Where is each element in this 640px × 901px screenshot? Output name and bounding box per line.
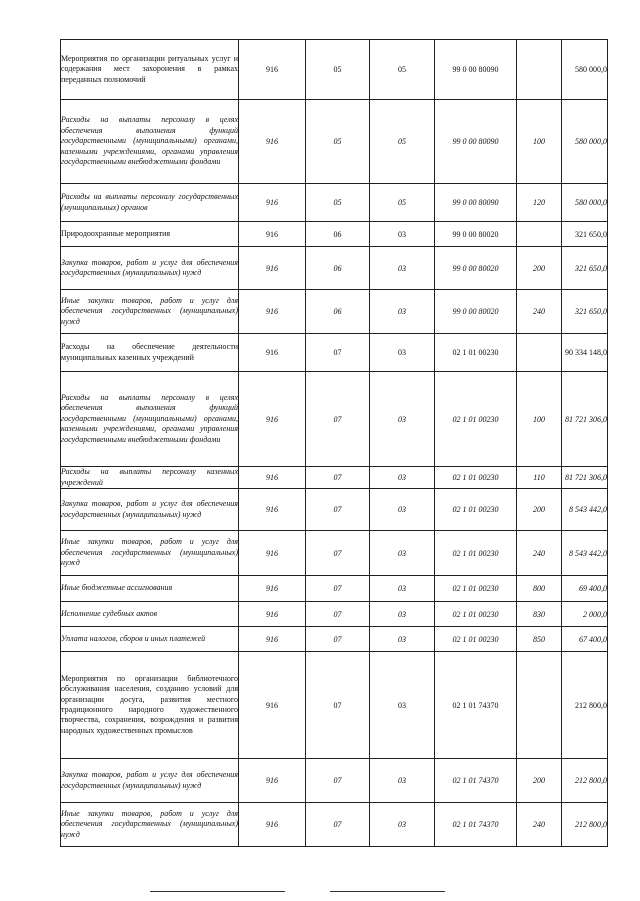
expense-name-cell: Расходы на выплаты персоналу государственных (муниципальных) органов [61,184,239,222]
section-code-cell: 07 [306,627,370,652]
expense-name-cell: Расходы на выплаты персоналу в целях обеспечения выполнения функций государственными (муниципальными) органами, казенными учреждениями, органами управления государственными внебюджетными фондами [61,100,239,184]
expense-name-cell: Мероприятия по организации ритуальных услуг и содержания мест захоронения в рамках переданных полномочий [61,40,239,100]
section-code-cell: 07 [306,576,370,602]
expense-name-cell: Иные бюджетные ассигнования [61,576,239,602]
target-article-cell: 02 1 01 74370 [435,652,517,759]
amount-cell: 69 400,0 [562,576,608,602]
expense-name-cell: Иные закупки товаров, работ и услуг для обеспечения государственных (муниципальных) нужд [61,290,239,334]
expense-type-cell: 200 [517,489,562,531]
expense-type-cell [517,222,562,247]
grbs-code-cell: 916 [239,803,306,847]
target-article-cell: 02 1 01 00230 [435,602,517,627]
amount-cell: 212 800,0 [562,803,608,847]
target-article-cell: 99 0 00 80020 [435,222,517,247]
expense-type-cell: 850 [517,627,562,652]
grbs-code-cell: 916 [239,489,306,531]
table-row [61,627,608,652]
grbs-code-cell: 916 [239,576,306,602]
grbs-code-cell: 916 [239,652,306,759]
target-article-cell: 99 0 00 80020 [435,247,517,290]
footer-rule-left [150,891,285,892]
expense-name-cell: Иные закупки товаров, работ и услуг для обеспечения государственных (муниципальных) нужд [61,531,239,576]
section-code-cell: 07 [306,334,370,372]
table-row [61,184,608,222]
expense-name-cell: Расходы на обеспечение деятельности муниципальных казенных учреждений [61,334,239,372]
grbs-code-cell: 916 [239,334,306,372]
target-article-cell: 02 1 01 00230 [435,467,517,489]
expense-name-cell: Иные закупки товаров, работ и услуг для обеспечения государственных (муниципальных) нужд [61,803,239,847]
table-row [61,467,608,489]
grbs-code-cell: 916 [239,100,306,184]
amount-cell: 321 650,0 [562,290,608,334]
subsection-code-cell: 03 [370,531,435,576]
table-row [61,334,608,372]
subsection-code-cell: 03 [370,372,435,467]
expense-name-cell: Исполнение судебных актов [61,602,239,627]
grbs-code-cell: 916 [239,222,306,247]
expense-type-cell: 200 [517,759,562,803]
subsection-code-cell: 05 [370,100,435,184]
expense-name-cell: Расходы на выплаты персоналу в целях обеспечения выполнения функций государственными (муниципальными) органами, казенными учреждениями, органами управления государственными внебюджетными фондами [61,372,239,467]
section-code-cell: 07 [306,467,370,489]
section-code-cell: 07 [306,759,370,803]
section-code-cell: 07 [306,531,370,576]
section-code-cell: 06 [306,247,370,290]
section-code-cell: 07 [306,372,370,467]
budget-sheet [60,39,607,847]
subsection-code-cell: 03 [370,290,435,334]
target-article-cell: 99 0 00 80090 [435,40,517,100]
expense-name-cell: Расходы на выплаты персоналу казенных учреждений [61,467,238,487]
amount-cell: 580 000,0 [562,100,608,184]
subsection-code-cell: 03 [370,576,435,602]
expense-type-cell: 100 [517,372,562,467]
target-article-cell: 02 1 01 00230 [435,531,517,576]
target-article-cell: 02 1 01 00230 [435,627,517,652]
target-article-cell: 99 0 00 80020 [435,290,517,334]
expense-type-cell: 830 [517,602,562,627]
grbs-code-cell: 916 [239,372,306,467]
section-code-cell: 07 [306,602,370,627]
target-article-cell: 02 1 01 00230 [435,576,517,602]
section-code-cell: 05 [306,184,370,222]
amount-cell: 8 543 442,0 [562,489,608,531]
table-row [61,652,608,759]
expense-type-cell: 800 [517,576,562,602]
subsection-code-cell: 05 [370,184,435,222]
subsection-code-cell: 05 [370,40,435,100]
table-row [61,759,608,803]
subsection-code-cell: 03 [370,759,435,803]
table-row [61,803,608,847]
amount-cell: 2 000,0 [562,602,608,627]
expense-type-cell [517,40,562,100]
section-code-cell: 07 [306,489,370,531]
target-article-cell: 02 1 01 00230 [435,334,517,372]
budget-table [60,39,608,847]
grbs-code-cell: 916 [239,759,306,803]
amount-cell: 81 721 306,0 [562,372,608,467]
target-article-cell: 02 1 01 00230 [435,489,517,531]
table-row [61,531,608,576]
section-code-cell: 05 [306,100,370,184]
footer-rule-right [330,891,445,892]
amount-cell: 67 400,0 [562,627,608,652]
section-code-cell: 06 [306,222,370,247]
target-article-cell: 02 1 01 74370 [435,803,517,847]
expense-name-cell: Закупка товаров, работ и услуг для обеспечения государственных (муниципальных) нужд [61,489,239,531]
grbs-code-cell: 916 [239,290,306,334]
expense-type-cell [517,652,562,759]
grbs-code-cell: 916 [239,531,306,576]
section-code-cell: 06 [306,290,370,334]
amount-cell: 580 000,0 [562,184,608,222]
amount-cell: 580 000,0 [562,40,608,100]
table-row [61,602,608,627]
expense-name-cell: Закупка товаров, работ и услуг для обеспечения государственных (муниципальных) нужд [61,247,239,290]
grbs-code-cell: 916 [239,184,306,222]
target-article-cell: 02 1 01 74370 [435,759,517,803]
table-row [61,222,608,247]
amount-cell: 90 334 148,0 [562,334,608,372]
subsection-code-cell: 03 [370,602,435,627]
table-row [61,576,608,602]
expense-type-cell: 240 [517,531,562,576]
subsection-code-cell: 03 [370,247,435,290]
expense-type-cell: 100 [517,100,562,184]
expense-name-cell: Уплата налогов, сборов и иных платежей [61,627,239,652]
expense-type-cell [517,334,562,372]
table-row [61,290,608,334]
expense-type-cell: 240 [517,290,562,334]
section-code-cell: 07 [306,803,370,847]
target-article-cell: 99 0 00 80090 [435,100,517,184]
expense-type-cell: 240 [517,803,562,847]
expense-type-cell: 200 [517,247,562,290]
amount-cell: 321 650,0 [562,247,608,290]
amount-cell: 8 543 442,0 [562,531,608,576]
table-row [61,40,608,100]
subsection-code-cell: 03 [370,652,435,759]
amount-cell: 321 650,0 [562,222,608,247]
section-code-cell: 07 [306,652,370,759]
expense-type-cell: 120 [517,184,562,222]
subsection-code-cell: 03 [370,334,435,372]
grbs-code-cell: 916 [239,467,306,489]
table-row [61,247,608,290]
expense-type-cell: 110 [517,467,562,489]
grbs-code-cell: 916 [239,40,306,100]
subsection-code-cell: 03 [370,627,435,652]
grbs-code-cell: 916 [239,247,306,290]
subsection-code-cell: 03 [370,467,435,489]
expense-name-cell: Закупка товаров, работ и услуг для обеспечения государственных (муниципальных) нужд [61,759,239,803]
target-article-cell: 99 0 00 80090 [435,184,517,222]
target-article-cell: 02 1 01 00230 [435,372,517,467]
expense-name-cell: Природоохранные мероприятия [61,222,239,247]
subsection-code-cell: 03 [370,489,435,531]
grbs-code-cell: 916 [239,627,306,652]
table-row [61,489,608,531]
subsection-code-cell: 03 [370,222,435,247]
section-code-cell: 05 [306,40,370,100]
grbs-code-cell: 916 [239,602,306,627]
table-row [61,100,608,184]
subsection-code-cell: 03 [370,803,435,847]
table-row [61,372,608,467]
amount-cell: 212 800,0 [562,759,608,803]
amount-cell: 81 721 306,0 [562,467,608,489]
amount-cell: 212 800,0 [562,652,608,759]
expense-name-cell: Мероприятия по организации библиотечного обслуживания населения, созданию условий для организации досуга, развития местного традиционного народного художественного творчества, сохранения, возрождения и развития народных художественных промыслов [61,652,239,759]
